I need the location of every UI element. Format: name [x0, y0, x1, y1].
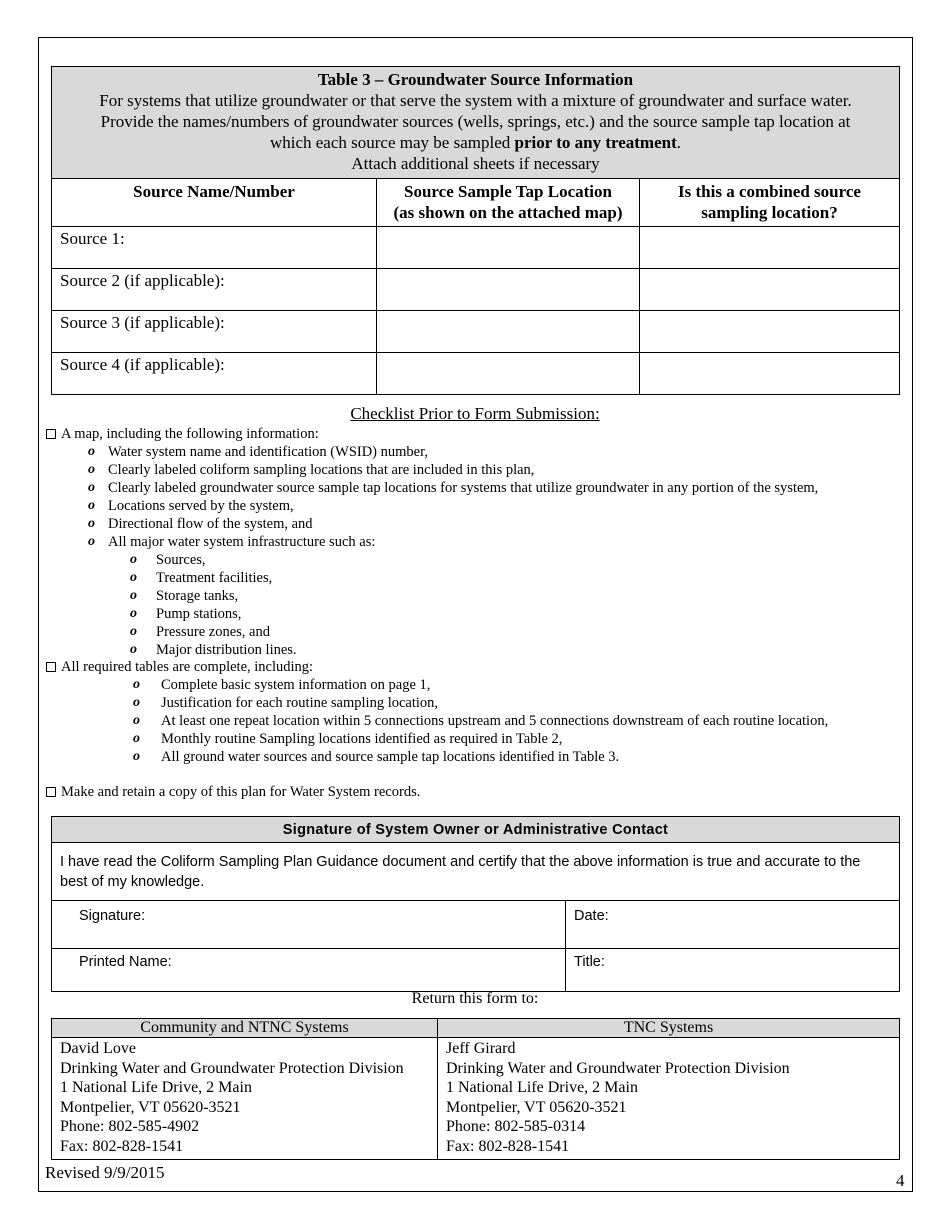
source-4-tap-field[interactable]: [377, 353, 640, 395]
signature-label: Signature:: [79, 908, 146, 924]
community-header: Community and NTNC Systems: [52, 1019, 438, 1038]
bullet-icon: o: [130, 588, 137, 603]
col-tap-location: Source Sample Tap Location (as shown on the attached map): [377, 179, 640, 227]
tables-checkbox[interactable]: [46, 662, 56, 672]
table3-line1: For systems that utilize groundwater or that serve the system with a mixture of groundwater and surface water.: [99, 91, 852, 110]
tnc-contact: [438, 1038, 900, 1160]
contact-address1: 1 National Life Drive, 2 Main: [60, 1079, 252, 1097]
groundwater-source-table: [51, 66, 900, 395]
table-row: [52, 353, 900, 395]
source-1-tap-field[interactable]: [377, 227, 640, 269]
certification-statement: I have read the Coliform Sampling Plan Guidance document and certify that the above information is true and accurate to the best of my knowledge.: [52, 843, 900, 901]
table3-line3: which each source may be sampled prior to any treatment.: [269, 133, 682, 152]
bullet-icon: o: [133, 695, 140, 710]
copy-checkbox[interactable]: [46, 787, 56, 797]
source-4-label: Source 4 (if applicable):: [52, 353, 377, 395]
community-contact: [52, 1038, 438, 1160]
date-label: Date:: [574, 908, 609, 924]
source-3-combined-field[interactable]: [640, 311, 900, 353]
bullet-icon: o: [130, 606, 137, 621]
source-2-combined-field[interactable]: [640, 269, 900, 311]
revised-date: Revised 9/9/2015: [45, 1163, 165, 1182]
bullet-icon: o: [130, 624, 137, 639]
contact-address2: Montpelier, VT 05620-3521: [446, 1098, 627, 1116]
bullet-icon: o: [88, 498, 95, 513]
contact-division: Drinking Water and Groundwater Protection Division: [60, 1059, 404, 1077]
col-combined-source: Is this a combined source sampling location?: [640, 179, 900, 227]
contact-fax: Fax: 802-828-1541: [60, 1137, 184, 1155]
bullet-icon: o: [88, 534, 95, 549]
contact-division: Drinking Water and Groundwater Protection Division: [446, 1059, 790, 1077]
return-label: Return this form to:: [411, 990, 539, 1007]
map-checkbox[interactable]: [46, 429, 56, 439]
source-2-label: Source 2 (if applicable):: [52, 269, 377, 311]
contact-name: Jeff Girard: [446, 1040, 516, 1057]
contact-name: David Love: [60, 1040, 136, 1057]
bullet-icon: o: [133, 677, 140, 692]
contact-phone: Phone: 802-585-0314: [446, 1118, 586, 1136]
table-row: [52, 227, 900, 269]
bullet-icon: o: [133, 731, 140, 746]
source-1-label: Source 1:: [52, 227, 377, 269]
table3-line4: Attach additional sheets if necessary: [351, 154, 600, 173]
bullet-icon: o: [133, 713, 140, 728]
col-source-name: Source Name/Number: [52, 179, 377, 227]
date-field[interactable]: [566, 901, 900, 949]
source-1-combined-field[interactable]: [640, 227, 900, 269]
contact-phone: Phone: 802-585-4902: [60, 1118, 200, 1136]
signature-table: [51, 816, 900, 992]
source-3-tap-field[interactable]: [377, 311, 640, 353]
bullet-icon: o: [133, 749, 140, 764]
contact-fax: Fax: 802-828-1541: [446, 1137, 570, 1155]
source-2-tap-field[interactable]: [377, 269, 640, 311]
table-row: [52, 269, 900, 311]
source-3-label: Source 3 (if applicable):: [52, 311, 377, 353]
table-row: [52, 311, 900, 353]
table3-title: Table 3 – Groundwater Source Information: [317, 70, 634, 89]
printed-name-field[interactable]: [52, 949, 566, 992]
bullet-icon: o: [88, 516, 95, 531]
title-field[interactable]: [566, 949, 900, 992]
signature-field[interactable]: [52, 901, 566, 949]
contact-address2: Montpelier, VT 05620-3521: [60, 1098, 241, 1116]
bullet-icon: o: [88, 444, 95, 459]
table3-line2: Provide the names/numbers of groundwater sources (wells, springs, etc.) and the source sample tap location at: [100, 112, 851, 131]
contact-address1: 1 National Life Drive, 2 Main: [446, 1079, 638, 1097]
source-4-combined-field[interactable]: [640, 353, 900, 395]
printed-name-label: Printed Name:: [79, 954, 172, 970]
bullet-icon: o: [88, 480, 95, 495]
bullet-icon: o: [88, 462, 95, 477]
table3-emphasis: prior to any treatment: [514, 133, 677, 152]
table3-header: [52, 67, 900, 179]
checklist-copy-item: Make and retain a copy of this plan for Water System records.: [46, 783, 420, 801]
bullet-icon: o: [130, 642, 137, 657]
tnc-header: TNC Systems: [438, 1019, 900, 1038]
bullet-icon: o: [130, 552, 137, 567]
contacts-table: [51, 1018, 900, 1160]
page-number: 4: [896, 1171, 905, 1190]
checklist-title: Checklist Prior to Form Submission:: [350, 404, 600, 423]
title-label: Title:: [574, 954, 605, 970]
checklist-tables-item: All required tables are complete, including:: [46, 658, 313, 676]
checklist-map-item: A map, including the following information:: [46, 425, 319, 443]
bullet-icon: o: [130, 570, 137, 585]
signature-title: Signature of System Owner or Administrative Contact: [52, 817, 900, 843]
